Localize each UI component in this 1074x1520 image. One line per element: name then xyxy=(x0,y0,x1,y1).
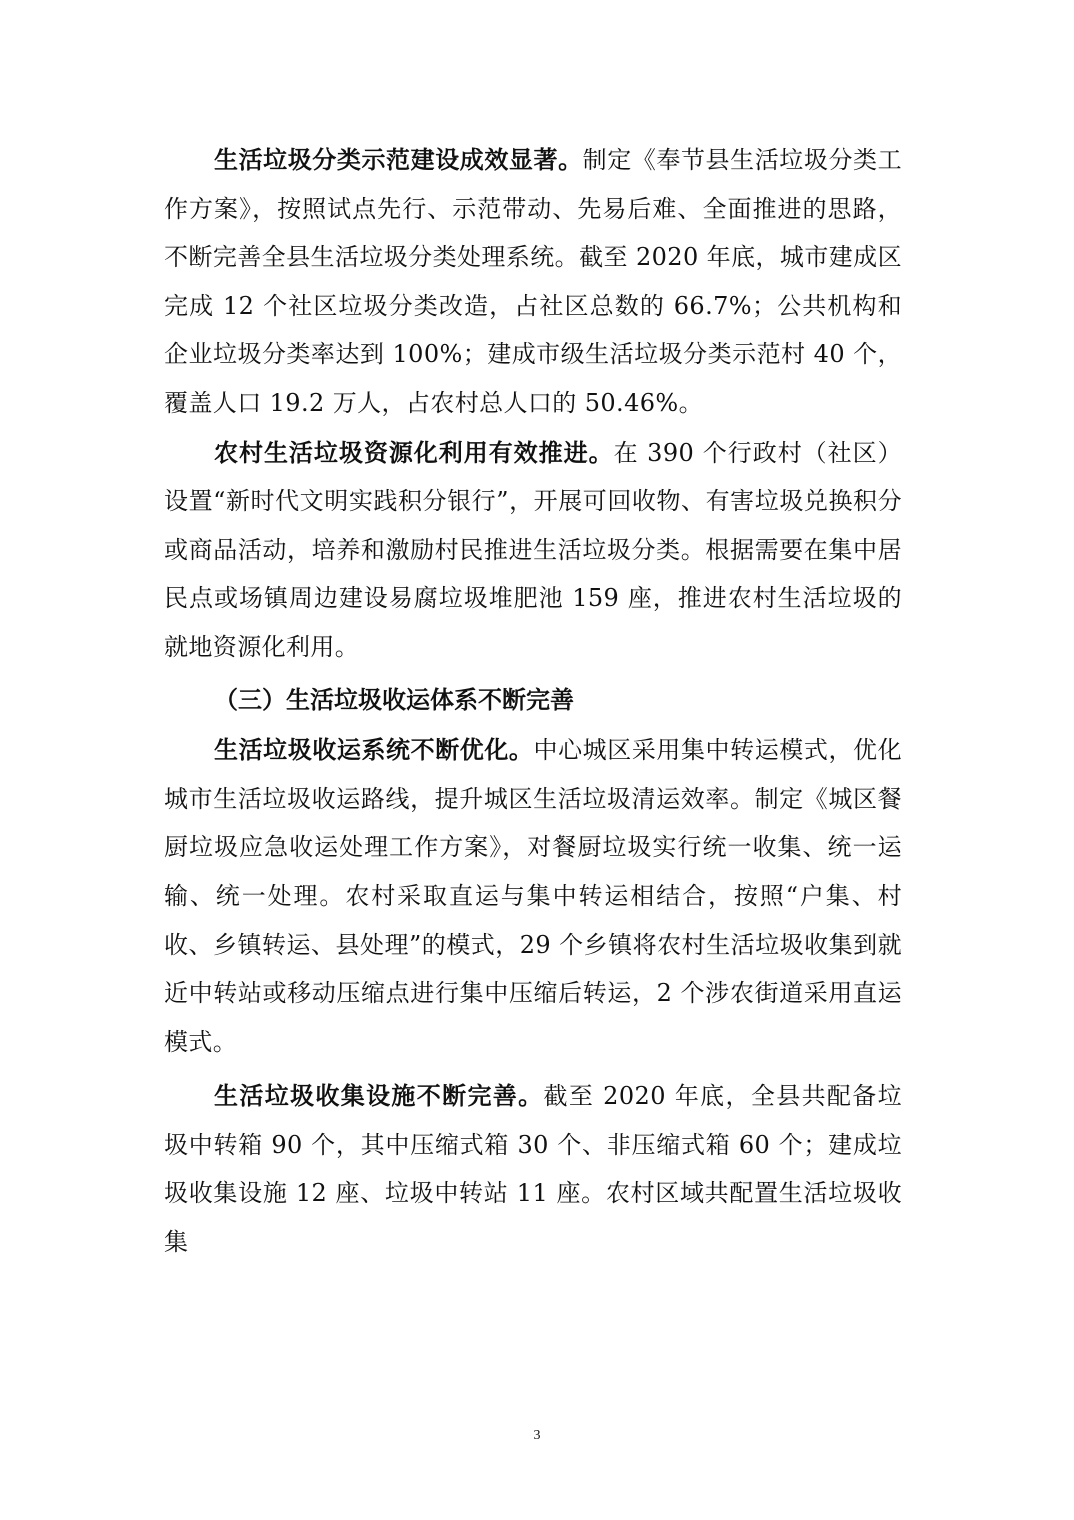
paragraph-body: 截至 2020 年底，全县共配备垃圾中转箱 90 个，其中压缩式箱 30 个、非压缩式箱 60 个；建成垃圾收集设施 12 座、垃圾中转站 11 座。农村区域共配置生活垃圾收集 xyxy=(164,1082,903,1257)
paragraph-lead: 生活垃圾收集设施不断完善。 xyxy=(214,1081,544,1111)
paragraph-body: 制定《奉节县生活垃圾分类工作方案》，按照试点先行、示范带动、先易后难、全面推进的思路，不断完善全县生活垃圾分类处理系统。截至 2020 年底，城市建成区完成 12 个社区垃圾分类改造，占社区总数的 66.7%；公共机构和企业垃圾分类率达到 100%；建成市级生活垃圾分类示范村 40 个，覆盖人口 19.2 万人，占农村总人口的 50.46%。 xyxy=(164,146,903,417)
body-text xyxy=(164,136,902,1267)
page-number: 3 xyxy=(533,1428,541,1443)
paragraph-body: 中心城区采用集中转运模式，优化城市生活垃圾收运路线，提升城区生活垃圾清运效率。制定《城区餐厨垃圾应急收运处理工作方案》，对餐厨垃圾实行统一收集、统一运输、统一处理。农村采取直运与集中转运相结合，按照“户集、村收、乡镇转运、县处理”的模式，29 个乡镇将农村生活垃圾收集到就近中转站或移动压缩点进行集中压缩后转运，2 个涉农街道采用直运模式。 xyxy=(164,736,903,1056)
paragraph-rural-recycling xyxy=(164,429,902,672)
paragraph-waste-sorting-demo xyxy=(164,136,902,428)
paragraph-collection-optimization xyxy=(164,726,902,1066)
paragraph-body: 在 390 个行政村（社区）设置“新时代文明实践积分银行”，开展可回收物、有害垃圾兑换积分或商品活动，培养和激励村民推进生活垃圾分类。根据需要在集中居民点或场镇周边建设易腐垃圾堆肥池 159 座，推进农村生活垃圾的就地资源化利用。 xyxy=(164,438,902,661)
paragraph-collection-facilities xyxy=(164,1072,902,1266)
section-heading: （三）生活垃圾收运体系不断完善 xyxy=(214,684,574,714)
paragraph-lead: 生活垃圾分类示范建设成效显著。 xyxy=(214,145,583,174)
paragraph-lead: 农村生活垃圾资源化利用有效推进。 xyxy=(214,437,614,467)
paragraph-lead: 生活垃圾收运系统不断优化。 xyxy=(214,735,534,765)
